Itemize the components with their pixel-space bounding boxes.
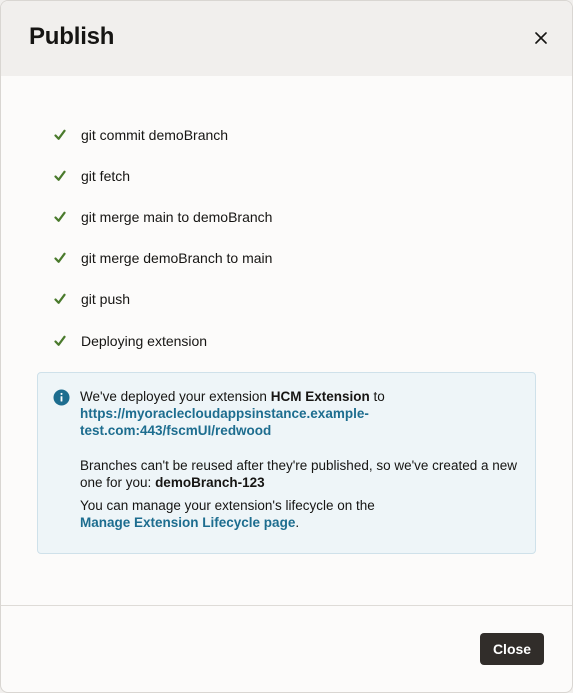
deploy-message [80,388,520,439]
checkmark-icon [53,251,67,265]
manage-message-prefix: You can manage your extension's lifecycle on the [80,498,375,513]
step-label: git push [81,291,131,308]
deploy-message-suffix: to [369,389,385,404]
checkmark-icon [53,210,67,224]
deployment-url-link[interactable]: https://myoraclecloudappsinstance.example-test.com:443/fscmUI/redwood [80,406,369,438]
branch-message [80,457,520,491]
publish-steps-list [53,114,272,361]
footer-divider [1,605,572,606]
step-item [53,320,272,361]
info-message-text [80,388,520,531]
step-label: git commit demoBranch [81,126,229,143]
checkmark-icon [53,292,67,306]
close-icon[interactable] [526,23,556,53]
close-button[interactable]: Close [480,633,544,665]
deploy-message-prefix: We've deployed your extension [80,389,271,404]
dialog-title: Publish [29,23,115,50]
checkmark-icon [53,128,67,142]
step-label: git fetch [81,167,131,184]
step-item [53,155,272,196]
manage-message [80,497,520,531]
step-item [53,114,272,155]
checkmark-icon [53,334,67,348]
manage-lifecycle-link[interactable]: Manage Extension Lifecycle page [80,515,296,530]
step-item [53,279,272,320]
extension-name: HCM Extension [270,389,370,404]
dialog-header [1,1,572,76]
branch-message-text: Branches can't be reused after they're published, so we've created a new one for you: [80,458,517,490]
step-label: git merge demoBranch to main [81,250,273,267]
checkmark-icon [53,169,67,183]
step-label: git merge main to demoBranch [81,208,273,225]
info-icon [53,389,70,406]
info-message-box [37,372,536,554]
step-item [53,238,272,279]
manage-message-suffix: . [295,515,300,530]
branch-name: demoBranch-123 [155,475,265,490]
step-label: Deploying extension [81,332,208,349]
step-item [53,196,272,237]
